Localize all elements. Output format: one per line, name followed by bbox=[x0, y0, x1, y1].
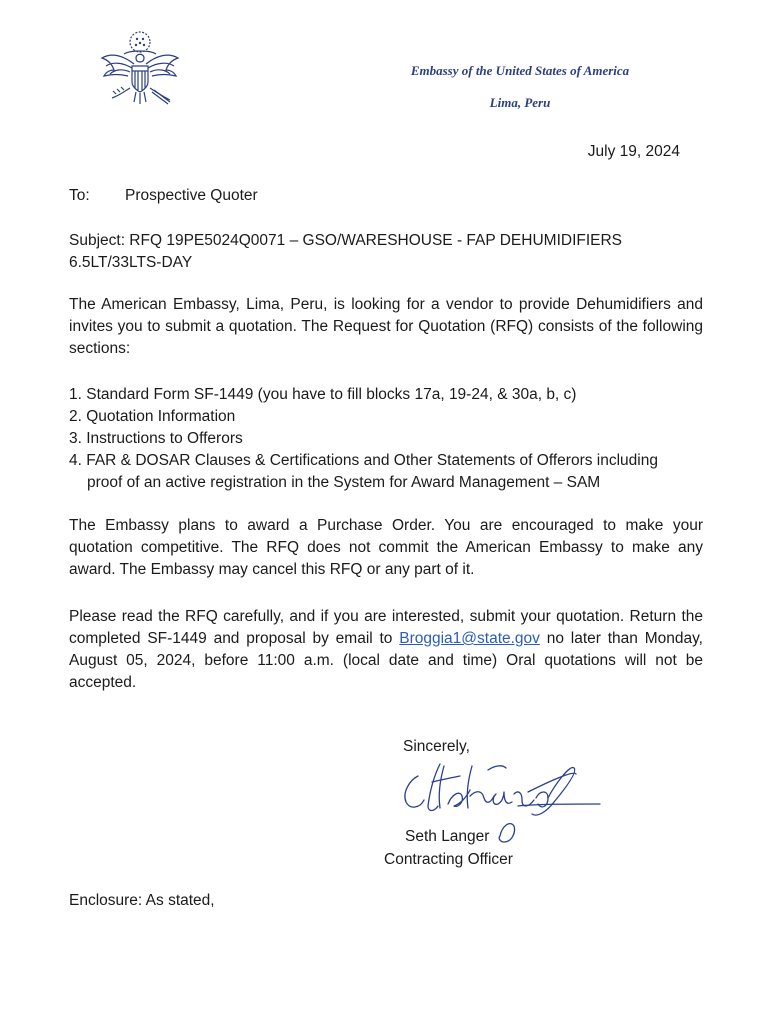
enclosure-note: Enclosure: As stated, bbox=[69, 892, 215, 909]
list-item: 1. Standard Form SF-1449 (you have to fill blocks 17a, 19-24, & 30a, b, c) bbox=[69, 386, 577, 403]
letter-date: July 19, 2024 bbox=[587, 143, 680, 160]
signer-title: Contracting Officer bbox=[384, 851, 513, 868]
list-item-continuation: proof of an active registration in the System for Award Management – SAM bbox=[87, 474, 601, 491]
submission-text-after: no later than Monday, August 05, 2024, before 11:00 a.m. (local date and time) Oral quotations will not be accepted. bbox=[69, 630, 703, 691]
submission-paragraph bbox=[69, 606, 703, 694]
to-label: To: bbox=[69, 187, 90, 204]
signer-name: Seth Langer bbox=[405, 828, 490, 845]
list-item: 3. Instructions to Offerors bbox=[69, 430, 243, 447]
list-item: 2. Quotation Information bbox=[69, 408, 236, 425]
list-item: 4. FAR & DOSAR Clauses & Certifications and Other Statements of Offerors including bbox=[69, 452, 658, 469]
email-link[interactable]: Broggia1@state.gov bbox=[399, 630, 540, 647]
embassy-name: Embassy of the United States of America bbox=[410, 63, 630, 78]
rfq-sections-list bbox=[69, 384, 703, 494]
award-paragraph: The Embassy plans to award a Purchase Order. You are encouraged to make your quotation competitive. The RFQ does not commit the American Embassy to make any award. The Embassy may cancel this RFQ or any part of it. bbox=[69, 517, 703, 578]
recipient-line bbox=[69, 185, 258, 207]
submission-text-before: Please read the RFQ carefully, and if you are interested, submit your quotation. Return the completed SF-1449 and proposal by email to bbox=[69, 608, 703, 647]
us-great-seal-icon bbox=[94, 28, 186, 112]
intro-paragraph: The American Embassy, Lima, Peru, is looking for a vendor to provide Dehumidifiers and invites you to submit a quotation. The Request for Quotation (RFQ) consists of the following sections: bbox=[69, 296, 703, 357]
embassy-location: Lima, Peru bbox=[489, 95, 551, 110]
subject-line: Subject: RFQ 19PE5024Q0071 – GSO/WARESHOUSE - FAP DEHUMIDIFIERS 6.5LT/33LTS-DAY bbox=[69, 232, 623, 271]
to-value: Prospective Quoter bbox=[125, 187, 258, 204]
closing: Sincerely, bbox=[403, 738, 470, 755]
